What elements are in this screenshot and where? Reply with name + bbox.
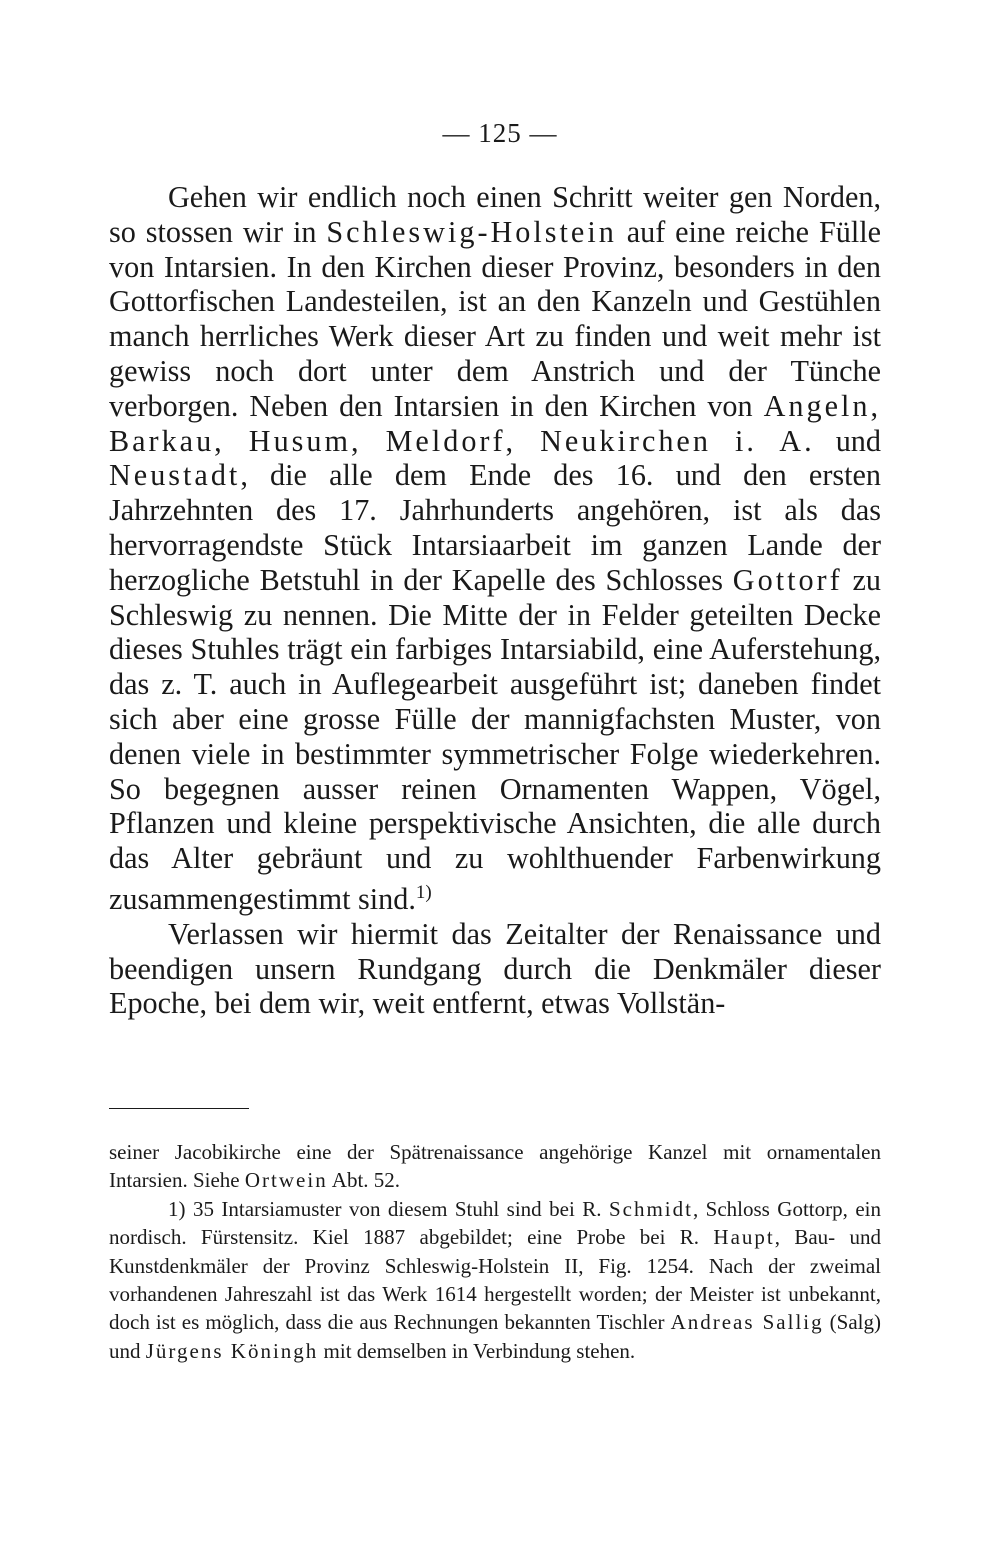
page-number: — 125 — xyxy=(442,118,558,148)
spaced-name: Schleswig-Holstein xyxy=(326,214,617,249)
text-run: auf eine reiche Fülle von Intarsien. In den Kirchen dieser Provinz, besonders in den Gottorfischen Landesteilen, ist an den Kanzeln und Gestühlen manch herrliches Werk dieser Art zu finden und weit mehr ist gewiss noch dort unter dem Anstrich und der Tünche verborgen. Neben den Intarsien in den Kirchen von xyxy=(109,214,881,423)
text-run: , Schloss Gottorp, ein nordisch. Fürstensitz. Kiel 1887 abgebildet; eine Probe bei R. xyxy=(109,1196,881,1250)
footnote-reference: 1) xyxy=(415,881,432,903)
text-run: und xyxy=(814,423,881,458)
spaced-name: Gottorf xyxy=(732,562,843,597)
text-run: Abt. 52. xyxy=(327,1168,401,1193)
spaced-name: Neustadt xyxy=(109,458,241,493)
paragraph-2: Verlassen wir hiermit das Zeitalter der Renaissance und beendigen unsern Rundgang durch die Denkmäler dieser Epoche, bei dem wir, weit entfernt, etwas Vollstän- xyxy=(109,916,881,1021)
text-run: zu Schleswig zu nennen. Die Mitte der in Felder geteilten Decke dieses Stuhles trägt ein farbiges Intarsiabild, eine Auferstehung, das z. T. auch in Auflegearbeit ausgeführt ist; daneben findet sich aber eine grosse Fülle der mannigfachsten Muster, von denen viele in bestimmter symmetrischer Folge wiederkehren. So begegnen ausser reinen Ornamenten Wappen, Vögel, Pflanzen und kleine perspektivische Ansichten, die alle durch das Alter gebräunt und zu wohlthuender Farbenwirkung zusammengestimmt sind. xyxy=(109,562,881,916)
text-run: , Bau- und Kunstdenkmäler der Provinz Schleswig-Holstein II, Fig. 1254. Nach der zweimal vorhandenen Jahreszahl ist das Werk 1614 hergestellt worden; der Meister ist unbekannt, doch ist es möglich, dass die aus Rechnungen bekannten Tischler xyxy=(109,1225,881,1335)
footnote-1 xyxy=(109,1195,881,1365)
spaced-name: Ortwein xyxy=(244,1168,328,1193)
spaced-name: Haupt xyxy=(713,1225,775,1250)
text-run: seiner Jacobikirche eine der Spätrenaissance angehörige Kanzel mit ornamentalen Intarsien. Siehe xyxy=(109,1140,881,1193)
spaced-name: Schmidt xyxy=(608,1196,693,1221)
text-run: , die alle dem Ende des 16. und den ersten Jahrzehnten des 17. Jahrhunderts angehören, ist als das hervorragendste Stück Intarsiaarbeit im ganzen Lande der herzogliche Betstuhl in der Kapelle des Schlosses xyxy=(109,458,881,597)
spaced-name: Andreas Sallig xyxy=(670,1310,824,1335)
footnotes xyxy=(109,1138,881,1365)
text-run: Gehen wir endlich noch einen Schritt weiter gen Norden, so stossen wir in xyxy=(109,180,881,249)
text-run: 1) 35 Intarsiamuster von diesem Stuhl sind bei R. xyxy=(168,1196,609,1221)
footnote-rule xyxy=(109,1108,249,1109)
paragraph-1 xyxy=(109,180,881,917)
footnote-continuation xyxy=(109,1138,881,1195)
spaced-name: Angeln, Barkau, Husum, Meldorf, Neukirchen i. A. xyxy=(109,388,881,458)
spaced-name: Jürgens Köningh xyxy=(145,1338,319,1363)
text-run: mit demselben in Verbindung stehen. xyxy=(318,1338,636,1363)
text-run: (Salg) und xyxy=(109,1310,882,1363)
main-text xyxy=(109,180,881,1021)
